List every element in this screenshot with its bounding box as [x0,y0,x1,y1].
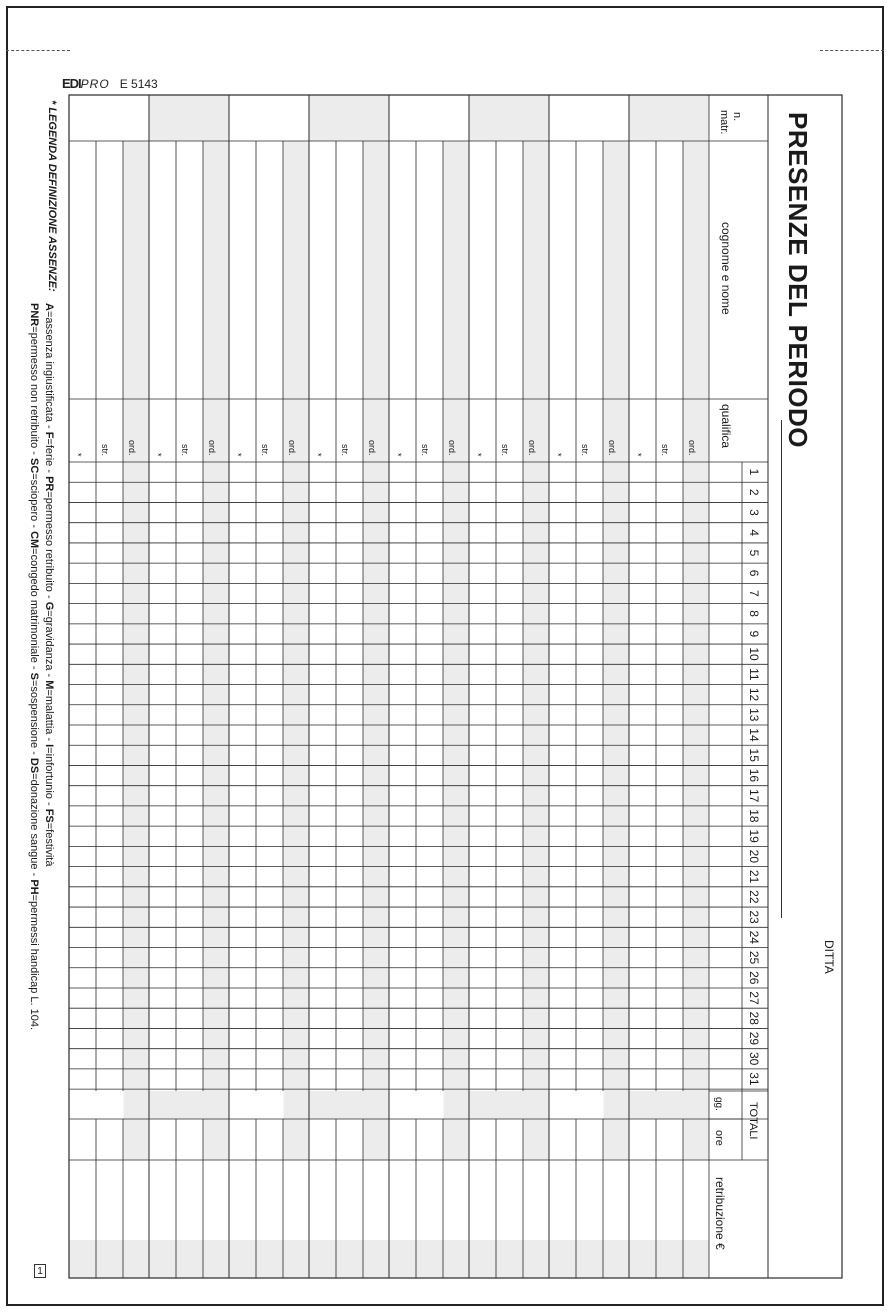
day-number: 30 [747,1051,761,1066]
legend-code: I [43,744,55,748]
retribuzione-shade [389,1240,469,1278]
header-str: str. [260,444,270,457]
ditta-label: DITTA [822,940,836,974]
legend-code: FS [43,808,55,823]
header-matr: matr. [718,110,730,135]
brand-logo: EDIPRO E 5143 [62,76,158,91]
legend-code: DS [28,757,40,774]
day-number: 10 [747,647,761,661]
header-ord: ord. [127,440,137,456]
header-str: str. [100,444,110,457]
day-number: 29 [747,1031,761,1046]
header-star: * [473,453,483,457]
legend-code: S [28,672,40,680]
form-code: E 5143 [119,77,158,91]
legend-code: PR [43,476,55,492]
legend-text: =congedo matrimoniale - [28,548,40,673]
retribuzione-shade [309,1240,389,1278]
header-str: str. [500,444,510,457]
day-number: 23 [747,910,761,924]
legend-title: * LEGENDA DEFINIZIONE ASSENZE: [46,100,58,292]
header-cognome-nome: cognome e nome [719,222,733,315]
header-matr-n: n. [731,112,743,122]
ord-column-shade [684,141,710,1160]
day-number: 14 [747,728,761,742]
header-ore: ore [713,1130,725,1146]
ord-column-shade [524,141,550,1160]
legend-line-1 [43,303,55,866]
day-number: 21 [747,869,761,884]
retribuzione-shade [149,1240,229,1278]
header-star: * [393,453,403,457]
ord-column-shade [124,141,150,1160]
legend-text: =infortunio - [43,747,55,809]
header-str: str. [340,444,350,457]
legend-code: SC [28,458,40,474]
header-star: * [73,453,83,457]
legend-code: M [43,680,55,690]
ord-column-shade [604,141,630,1160]
legend-code: F [43,431,55,439]
group-shade-matr [469,95,549,141]
day-number: 7 [747,590,761,597]
legend-text: =permessi handicap L. 104. [28,894,40,1031]
day-number: 27 [747,991,761,1005]
legend-code: PH [28,879,40,895]
day-number: 16 [747,768,761,783]
ord-column-shade [204,141,230,1160]
ord-column-shade [364,141,390,1160]
day-number: 26 [747,971,761,985]
legend-text: =permesso retribuito - [43,491,55,602]
header-totali: TOTALI [747,1102,759,1140]
group-shade-matr [629,95,709,141]
day-number: 22 [747,890,761,904]
day-number: 25 [747,950,761,965]
retribuzione-shade [229,1240,309,1278]
header-ord: ord. [287,440,297,456]
day-number: 4 [747,529,761,537]
day-number: 12 [747,687,761,702]
page-number: 1 [34,1264,46,1278]
day-number: 3 [747,509,761,516]
header-ord: ord. [367,440,377,456]
day-number: 9 [747,630,761,638]
day-number: 18 [747,809,761,823]
legend-text: =gravidanza - [43,610,55,681]
day-number: 28 [747,1011,761,1025]
header-ord: ord. [527,440,537,456]
legend-text: =sciopero - [28,473,40,532]
day-number: 1 [747,468,761,476]
legend-text: =donazione sangue - [28,773,40,880]
day-number: 20 [747,849,761,864]
day-number: 8 [747,610,761,617]
legend-text: =malattia - [43,689,55,745]
retribuzione-shade [549,1240,629,1278]
header-ord: ord. [447,440,457,456]
legend-text: =permesso non retribuito - [28,326,40,458]
day-number: 6 [747,569,761,577]
header-star: * [313,453,323,457]
group-shade-matr [149,95,229,141]
header-ord: ord. [687,440,697,456]
header-str: str. [420,444,430,457]
day-number: 5 [747,549,761,557]
header-star: * [153,453,163,457]
day-number: 15 [747,748,761,762]
header-star: * [233,453,243,457]
header-retribuzione: retribuzione € [713,1177,727,1250]
header-gg: gg. [713,1097,724,1111]
legend-text: =festività [43,822,55,867]
form-title: PRESENZE DEL PERIODO [783,112,813,449]
legend-code: PNR [28,303,40,327]
day-number: 31 [747,1072,761,1086]
legend-code: G [43,601,55,611]
day-number: 19 [747,829,761,843]
retribuzione-shade [629,1240,709,1278]
retribuzione-shade [469,1240,549,1278]
day-number: 13 [747,708,761,722]
header-str: str. [580,444,590,457]
legend-text: =assenza ingiustificata - [43,310,55,432]
day-number: 24 [747,930,761,944]
header-star: * [633,453,643,457]
day-number: 11 [747,668,761,681]
legend-text: =sospensione - [28,679,40,758]
day-number: 17 [747,789,761,803]
header-qualifica: qualifica [719,404,733,449]
legend-code: A [43,303,55,311]
retribuzione-shade [69,1240,149,1278]
legend-line-2 [28,303,40,1030]
group-shade-matr [309,95,389,141]
header-ord: ord. [607,440,617,456]
day-number: 2 [747,488,761,496]
legend-text: =ferie - [43,438,55,477]
header-star: * [553,453,563,457]
header-str: str. [180,444,190,457]
ord-column-shade [284,141,310,1160]
header-ord: ord. [207,440,217,456]
header-str: str. [660,444,670,457]
ord-column-shade [444,141,470,1160]
legend-code: CM [28,531,40,549]
